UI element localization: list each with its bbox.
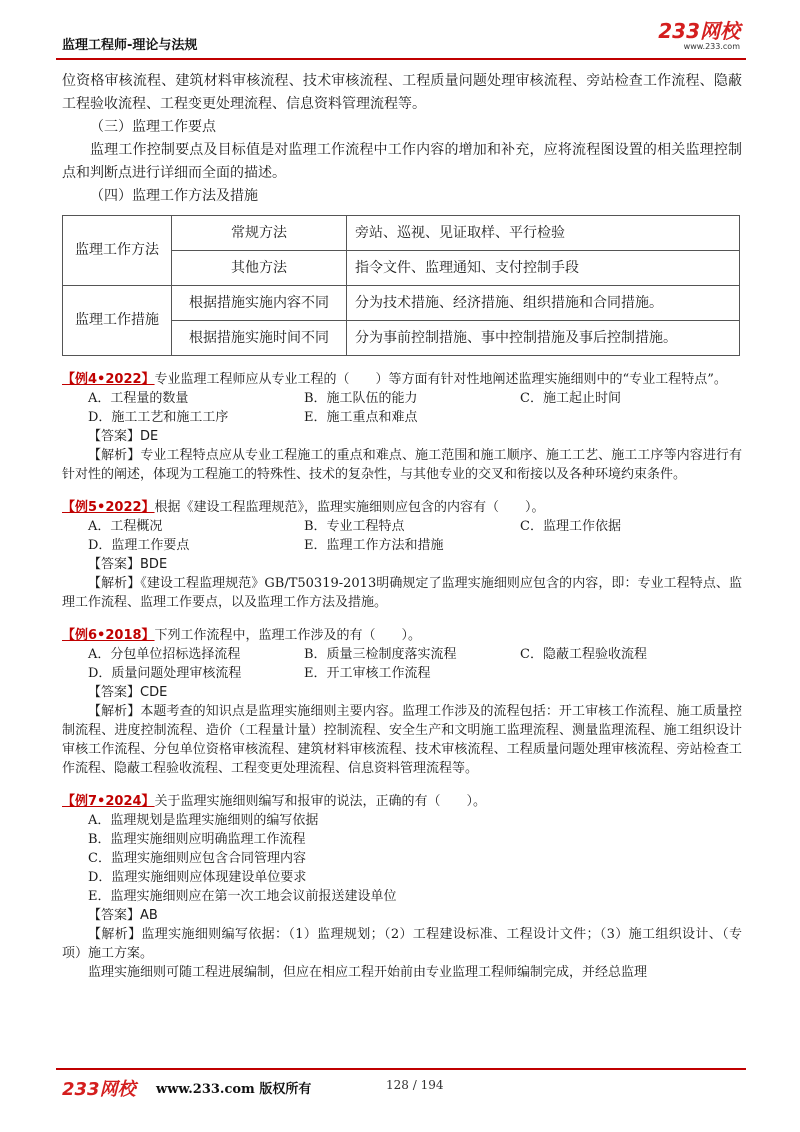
option-b: B．专业工程特点	[304, 519, 405, 534]
option-d: D．监理工作要点	[88, 538, 190, 553]
question-text: 下列工作流程中，监理工作涉及的有（ ）。	[154, 628, 422, 643]
page-header	[56, 18, 746, 60]
option-a: A．分包单位招标选择流程	[88, 647, 241, 662]
option-a: A．工程概况	[88, 519, 163, 534]
answer-label: 【答案】	[88, 557, 141, 572]
option-d: D．监理实施细则应体现建设单位要求	[88, 870, 307, 885]
option-row	[62, 645, 742, 664]
example-tag: 【例7•2024】	[62, 794, 155, 809]
answer	[62, 555, 742, 574]
option-row	[62, 389, 742, 408]
option-e: E．开工审核工作流程	[304, 666, 431, 681]
example-5	[62, 498, 742, 612]
option-c: C．监理工作依据	[520, 519, 621, 534]
option-e: E．监理实施细则应在第一次工地会议前报送建设单位	[88, 889, 397, 904]
example-7	[62, 792, 742, 982]
table-row	[63, 286, 740, 321]
option-d: D．施工工艺和施工工序	[88, 410, 229, 425]
question-text: 专业监理工程师应从专业工程的（ ）等方面有针对性地阐述监理实施细则中的“专业工程特点”。	[154, 372, 727, 387]
option-d: D．质量问题处理审核流程	[88, 666, 242, 681]
answer-value: AB	[140, 908, 158, 923]
answer	[62, 683, 742, 702]
answer-value: CDE	[140, 685, 168, 700]
question-text: 关于监理实施细则编写和报审的说法，正确的有（ ）。	[154, 794, 487, 809]
analysis-continued: 监理实施细则可随工程进展编制，但应在相应工程开始前由专业监理工程师编制完成，并经总监理	[88, 965, 648, 980]
table-category-cell: 监理工作措施	[63, 286, 172, 356]
table-sub-cell: 根据措施实施内容不同	[172, 286, 347, 321]
analysis: 【解析】监理实施细则编写依据：（1）监理规划；（2）工程建设标准、工程设计文件；（3）施工组织设计、（专项）施工方案。	[62, 927, 742, 961]
answer-label: 【答案】	[88, 429, 141, 444]
option-a: A．监理规划是监理实施细则的编写依据	[88, 813, 319, 828]
question	[62, 626, 742, 645]
question	[62, 370, 742, 389]
brand-logo	[658, 20, 740, 51]
option-b: B．质量三检制度落实流程	[304, 647, 457, 662]
example-tag: 【例4•2022】	[62, 372, 155, 387]
option-e: E．施工重点和难点	[304, 410, 418, 425]
logo-text: 233网校	[658, 19, 740, 43]
page-number: 128 / 194	[386, 1078, 444, 1092]
question	[62, 792, 742, 811]
analysis: 【解析】本题考查的知识点是监理实施细则主要内容。监理工作涉及的流程包括：开工审核工作流程、施工质量控制流程、进度控制流程、造价（工程量计量）控制流程、安全生产和文明施工监理流程、测量监理流程、施工组织设计审核工作流程、分包单位资格审核流程、建筑材料审核流程、技术审核流程、工程质量问题处理审核流程、旁站检查工作流程、隐蔽工程验收流程、工程变更处理流程、信息资料管理流程等。	[62, 704, 742, 776]
option-b: B．施工队伍的能力	[304, 391, 418, 406]
table-sub-cell: 根据措施实施时间不同	[172, 321, 347, 356]
table-content-cell: 指令文件、监理通知、支付控制手段	[347, 251, 740, 286]
section-heading: （三）监理工作要点	[90, 119, 216, 135]
table-category-cell: 监理工作方法	[63, 216, 172, 286]
option-row	[62, 664, 742, 683]
option-row	[62, 536, 742, 555]
option-c: C．施工起止时间	[520, 391, 621, 406]
option-c: C．监理实施细则应包含合同管理内容	[88, 851, 306, 866]
table-sub-cell: 常规方法	[172, 216, 347, 251]
page-content	[62, 70, 742, 982]
answer-value: BDE	[140, 557, 168, 572]
answer-label: 【答案】	[88, 685, 141, 700]
footer-site: www.233.com 版权所有	[156, 1082, 312, 1097]
methods-table	[62, 215, 740, 356]
answer	[62, 427, 742, 446]
example-6	[62, 626, 742, 778]
table-content-cell: 分为技术措施、经济措施、组织措施和合同措施。	[347, 286, 740, 321]
footer-logo: 233网校	[62, 1079, 136, 1100]
question-text: 根据《建设工程监理规范》，监理实施细则应包含的内容有（ ）。	[154, 500, 545, 515]
example-4	[62, 370, 742, 484]
paragraph: 位资格审核流程、建筑材料审核流程、技术审核流程、工程质量问题处理审核流程、旁站检查工作流程、隐蔽工程验收流程、工程变更处理流程、信息资料管理流程等。	[62, 73, 742, 112]
option-e: E．监理工作方法和措施	[304, 538, 444, 553]
table-sub-cell: 其他方法	[172, 251, 347, 286]
section-heading: （四）监理工作方法及措施	[90, 188, 258, 204]
answer-label: 【答案】	[88, 908, 141, 923]
answer	[62, 906, 742, 925]
document-title: 监理工程师-理论与法规	[62, 38, 198, 53]
table-content-cell: 分为事前控制措施、事中控制措施及事后控制措施。	[347, 321, 740, 356]
page-footer	[56, 1068, 746, 1100]
option-a: A．工程量的数量	[88, 391, 189, 406]
paragraph: 监理工作控制要点及目标值是对监理工作流程中工作内容的增加和补充，应将流程图设置的相关监理控制点和判断点进行详细而全面的描述。	[62, 142, 742, 181]
question	[62, 498, 742, 517]
answer-value: DE	[140, 429, 159, 444]
option-row	[62, 517, 742, 536]
option-row	[62, 408, 742, 427]
table-row	[63, 216, 740, 251]
logo-site: www.233.com	[683, 42, 740, 51]
analysis: 【解析】专业工程特点应从专业工程施工的重点和难点、施工范围和施工顺序、施工工艺、施工工序等内容进行有针对性的阐述，体现为工程施工的特殊性、技术的复杂性，与其他专业的交叉和衔接以及各种环境约束条件。	[62, 448, 742, 482]
option-c: C．隐蔽工程验收流程	[520, 647, 647, 662]
analysis: 【解析】《建设工程监理规范》GB/T50319-2013明确规定了监理实施细则应包含的内容，即：专业工程特点、监理工作流程、监理工作要点，以及监理工作方法及措施。	[62, 576, 742, 610]
example-tag: 【例6•2018】	[62, 628, 155, 643]
option-b: B．监理实施细则应明确监理工作流程	[88, 832, 306, 847]
example-tag: 【例5•2022】	[62, 500, 155, 515]
table-content-cell: 旁站、巡视、见证取样、平行检验	[347, 216, 740, 251]
